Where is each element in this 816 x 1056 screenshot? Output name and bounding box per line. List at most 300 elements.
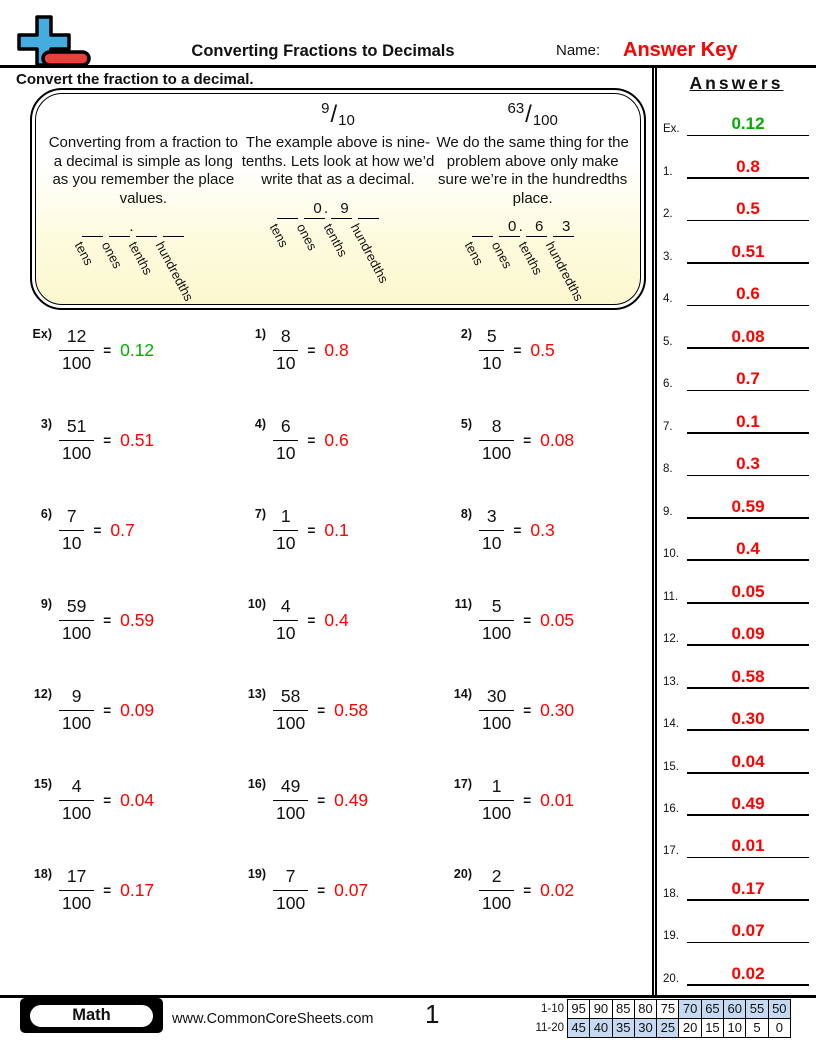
fraction [479, 687, 514, 733]
place-value-cell [461, 218, 499, 269]
fraction-numerator: 1 [491, 776, 502, 797]
answer-row [657, 397, 816, 439]
place-value-blank [163, 236, 184, 237]
answer-blank-line [687, 135, 809, 137]
fraction-denominator: 100 [59, 620, 94, 643]
score-cell: 45 [567, 1018, 590, 1038]
equals-sign: = [523, 702, 532, 718]
answer-row [657, 440, 816, 482]
answer-row [657, 525, 816, 567]
equals-sign: = [307, 522, 316, 538]
problem-number: 6) [40, 507, 52, 521]
problem [228, 395, 434, 485]
answer-value: 0.6 [736, 284, 760, 304]
fraction-numerator: 1 [280, 506, 291, 527]
answer-number: 7. [663, 420, 673, 433]
answer-value: 0.5 [736, 199, 760, 219]
problem [14, 755, 228, 845]
fraction-slash: / [525, 101, 532, 128]
problem-answer: 0.7 [110, 519, 135, 540]
answer-value: 0.01 [731, 836, 765, 856]
place-value-digit: 9 [340, 199, 349, 217]
answer-row [657, 737, 816, 779]
answer-row [657, 142, 816, 184]
fraction [273, 777, 308, 823]
intro-text-2: The example above is nine-tenths. Lets look at how we’d write that as a decimal. [241, 134, 435, 189]
place-value-blank [304, 218, 325, 219]
problem [14, 395, 228, 485]
equals-sign: = [513, 522, 522, 538]
answer-row [657, 270, 816, 312]
score-cell: 50 [768, 999, 791, 1019]
fraction-numerator: 8 [280, 326, 291, 347]
problem-number: 1) [254, 327, 266, 341]
problem-number: 18) [33, 867, 52, 881]
score-cell: 80 [634, 999, 657, 1019]
place-value-blank [358, 218, 379, 219]
fraction-numerator: 58 [280, 686, 301, 707]
fraction-denominator: 100 [273, 890, 308, 913]
answer-blank-line [687, 857, 809, 859]
equals-sign: = [103, 702, 112, 718]
answer-number: 5. [663, 335, 673, 348]
equals-sign: = [317, 882, 326, 898]
answer-value: 0.7 [736, 369, 760, 389]
score-cell: 65 [701, 999, 724, 1019]
place-value-label: ones [99, 239, 126, 272]
problem-answer: 0.30 [540, 699, 575, 720]
place-value-blank [472, 236, 493, 237]
problem-answer: 0.49 [334, 789, 369, 810]
answers-list [657, 100, 816, 992]
answer-blank-line [687, 390, 809, 392]
equals-sign: = [103, 882, 112, 898]
example-numerator: 63 [507, 100, 525, 117]
fraction-numerator: 59 [66, 596, 87, 617]
score-table [528, 999, 791, 1038]
fraction [479, 417, 514, 463]
problem-number: 13) [247, 687, 266, 701]
score-cell: 95 [567, 999, 590, 1019]
problem [14, 485, 228, 575]
place-value-blank [82, 236, 103, 237]
problem-answer: 0.04 [120, 789, 155, 810]
problem-answer: 0.05 [540, 609, 575, 630]
problem-answer: 0.3 [530, 519, 555, 540]
answer-row [657, 652, 816, 694]
answer-value: 0.49 [731, 793, 765, 813]
decimal-point: . [518, 218, 523, 236]
place-value-blank [499, 236, 520, 237]
answer-value: 0.8 [736, 156, 760, 176]
answer-number: 18. [663, 887, 679, 900]
answer-blank-line [687, 602, 809, 604]
fraction [273, 327, 298, 373]
problem-answer: 0.08 [540, 429, 575, 450]
footer [0, 995, 816, 1040]
problem-number: 11) [454, 597, 472, 611]
problem-number: 5) [460, 417, 472, 431]
place-value-digit: 3 [562, 218, 571, 236]
explanation-box-inner [35, 93, 641, 305]
answer-blank-line [687, 899, 809, 901]
problem-answer: 0.59 [120, 609, 155, 630]
fraction-denominator: 100 [59, 710, 94, 733]
equals-sign: = [307, 342, 316, 358]
fraction-denominator: 100 [59, 440, 94, 463]
answer-number: 6. [663, 378, 673, 391]
fraction-denominator: 10 [273, 530, 298, 553]
problem-answer: 0.09 [120, 699, 155, 720]
problem-answer: 0.4 [324, 609, 349, 630]
fraction-numerator: 30 [486, 686, 507, 707]
page-title: Converting Fractions to Decimals [191, 42, 455, 60]
place-value-digit [82, 218, 109, 236]
fraction-numerator: 5 [491, 596, 502, 617]
fraction-numerator: 4 [71, 776, 82, 797]
page-number: 1 [425, 999, 440, 1029]
answer-blank-line [687, 814, 809, 816]
answer-blank-line [687, 644, 809, 646]
answer-row [657, 610, 816, 652]
place-value-digit: 0 [313, 199, 322, 217]
problem [228, 755, 434, 845]
problem-answer: 0.8 [324, 339, 349, 360]
problem-number: 17) [453, 777, 472, 791]
problem [228, 845, 434, 935]
score-cell: 60 [723, 999, 746, 1019]
answer-blank-line [687, 687, 809, 689]
score-row [528, 999, 791, 1019]
place-value-group-2 [266, 199, 392, 286]
place-value-blank [136, 236, 157, 237]
answer-row [657, 949, 816, 991]
score-cell: 85 [612, 999, 635, 1019]
score-cell: 55 [745, 999, 768, 1019]
place-value-digit [163, 218, 190, 236]
problems-grid [14, 305, 640, 935]
fraction-numerator: 49 [280, 776, 301, 797]
equals-sign: = [93, 522, 102, 538]
place-value-cell [320, 199, 358, 260]
score-cell: 90 [589, 999, 612, 1019]
fraction-numerator: 51 [66, 416, 87, 437]
problem [434, 485, 640, 575]
problem-number: 10) [247, 597, 266, 611]
answer-blank-line [687, 347, 809, 349]
fraction-numerator: 5 [486, 326, 497, 347]
problem [14, 845, 228, 935]
problem-answer: 0.58 [334, 699, 369, 720]
answer-value: 0.1 [736, 411, 760, 431]
explanation-box [30, 88, 646, 310]
header [0, 0, 816, 68]
equals-sign: = [103, 432, 112, 448]
problem-number: 14) [453, 687, 472, 701]
fraction [59, 327, 94, 373]
score-cell: 70 [678, 999, 701, 1019]
problem-number: Ex) [32, 327, 52, 341]
answer-number: 15. [663, 760, 679, 773]
place-value-cell [515, 218, 553, 278]
place-value-blank [553, 236, 574, 237]
answer-value: 0.08 [731, 326, 765, 346]
explanation-columns [46, 100, 630, 304]
fraction [273, 687, 308, 733]
decimal-point: . [129, 218, 134, 236]
fraction-denominator: 10 [273, 350, 298, 373]
equals-sign: = [317, 702, 326, 718]
fraction [479, 327, 504, 373]
fraction [59, 777, 94, 823]
instruction-text: Convert the fraction to a decimal. [16, 71, 254, 88]
answer-blank-line [687, 984, 809, 986]
fraction-denominator: 100 [479, 710, 514, 733]
place-value-digit [277, 200, 304, 218]
example-fraction-sixtythree-hundredths [435, 100, 630, 132]
example-denominator: 100 [532, 112, 558, 129]
score-cell: 25 [656, 1018, 679, 1038]
answer-row [657, 185, 816, 227]
answer-number: 10. [663, 548, 679, 561]
fraction [273, 867, 308, 913]
answer-row [657, 312, 816, 354]
problem-answer: 0.1 [324, 519, 349, 540]
answer-blank-line [687, 220, 809, 222]
fraction-denominator: 100 [479, 440, 514, 463]
answer-number: 19. [663, 930, 679, 943]
example-fraction-nine-tenths [241, 100, 436, 132]
place-value-cell [72, 218, 109, 269]
answer-blank-line [687, 305, 809, 307]
answer-blank-line [687, 942, 809, 944]
score-cell: 20 [678, 1018, 701, 1038]
answer-blank-line [687, 729, 809, 731]
answer-row [657, 780, 816, 822]
answer-number: 20. [663, 972, 679, 985]
score-row [528, 1018, 791, 1038]
fraction-denominator: 100 [479, 800, 514, 823]
name-label: Name: [556, 42, 601, 59]
score-cell: 30 [634, 1018, 657, 1038]
score-cell: 15 [701, 1018, 724, 1038]
fraction-denominator: 10 [479, 350, 504, 373]
answer-number: 1. [663, 165, 673, 178]
place-value-cell [126, 218, 163, 278]
intro-column-3 [435, 100, 630, 304]
place-value-digit: 0 [508, 218, 517, 236]
answer-number: 4. [663, 293, 673, 306]
intro-text-3: We do the same thing for the problem above only make sure we’re in the hundredths place. [436, 134, 629, 207]
fraction-numerator: 8 [491, 416, 502, 437]
answer-value: 0.09 [731, 624, 765, 644]
equals-sign: = [103, 612, 112, 628]
website-url: www.CommonCoreSheets.com [172, 1011, 374, 1027]
fraction [59, 417, 94, 463]
answer-number: 12. [663, 633, 679, 646]
place-value-label: hundredths [347, 220, 392, 286]
answer-value: 0.51 [731, 241, 765, 261]
fraction [59, 687, 94, 733]
intro-column-2 [241, 100, 436, 286]
answer-blank-line [687, 432, 809, 434]
answer-number: 16. [663, 802, 679, 815]
fraction-denominator: 10 [273, 440, 298, 463]
answers-heading: Answers [689, 73, 784, 93]
score-cell: 0 [768, 1018, 791, 1038]
answer-number: 3. [663, 250, 673, 263]
subject-badge [20, 998, 163, 1033]
problem-number: 3) [40, 417, 52, 431]
problem-answer: 0.02 [540, 879, 575, 900]
problem [434, 305, 640, 395]
example-fraction-slot [46, 100, 241, 132]
answer-value: 0.12 [731, 114, 765, 134]
answer-number: 9. [663, 505, 673, 518]
answer-row [657, 482, 816, 524]
fraction-denominator: 100 [479, 620, 514, 643]
fraction [59, 597, 94, 643]
problem [228, 575, 434, 665]
problem [434, 755, 640, 845]
fraction-denominator: 100 [59, 890, 94, 913]
problem-number: 2) [460, 327, 472, 341]
place-value-blank [277, 218, 298, 219]
score-cell: 35 [612, 1018, 635, 1038]
answer-blank-line [687, 772, 809, 774]
problem-number: 8) [460, 507, 472, 521]
answer-blank-line [687, 262, 809, 264]
answer-value: 0.58 [731, 666, 765, 686]
problem-number: 15) [33, 777, 52, 791]
fraction-denominator: 10 [273, 620, 298, 643]
fraction-denominator: 100 [59, 350, 94, 373]
answer-blank-line [687, 559, 809, 561]
fraction-denominator: 100 [59, 800, 94, 823]
problem-answer: 0.12 [120, 339, 155, 360]
answer-number: 2. [663, 208, 673, 221]
fraction [273, 417, 298, 463]
fraction [59, 507, 84, 553]
answer-value: 0.02 [731, 963, 765, 983]
intro-text-1: Converting from a fraction to a decimal is simple as long as you remember the place values. [48, 134, 238, 207]
fraction [273, 597, 298, 643]
problem-number: 9) [40, 597, 52, 611]
problem [14, 575, 228, 665]
answer-value: 0.04 [731, 751, 765, 771]
equals-sign: = [523, 432, 532, 448]
problem-answer: 0.01 [540, 789, 575, 810]
fraction-denominator: 100 [479, 890, 514, 913]
fraction [479, 777, 514, 823]
place-value-blank [526, 236, 547, 237]
answer-value: 0.17 [731, 878, 765, 898]
problem-answer: 0.17 [120, 879, 155, 900]
fraction-numerator: 2 [491, 866, 502, 887]
problem [14, 665, 228, 755]
answer-blank-line [687, 475, 809, 477]
place-value-cell [266, 200, 304, 250]
equals-sign: = [307, 612, 316, 628]
fraction-numerator: 4 [280, 596, 291, 617]
answer-row [657, 864, 816, 906]
place-value-digit [472, 218, 499, 236]
place-value-label: tenths [515, 239, 546, 278]
answer-row [657, 227, 816, 269]
fraction-numerator: 9 [71, 686, 82, 707]
main-area [0, 68, 652, 995]
answer-row [657, 567, 816, 609]
place-value-cell [347, 200, 392, 286]
fraction-numerator: 17 [66, 866, 87, 887]
fraction [479, 597, 514, 643]
problem [434, 665, 640, 755]
equals-sign: = [307, 432, 316, 448]
problem [228, 665, 434, 755]
problem-number: 16) [247, 777, 266, 791]
answer-number: 17. [663, 845, 679, 858]
answer-number: 13. [663, 675, 679, 688]
place-value-label: hundredths [542, 239, 587, 304]
place-value-digit: 6 [535, 218, 544, 236]
answer-value: 0.59 [731, 496, 765, 516]
fraction-slash: / [330, 101, 338, 128]
place-value-label: tens [266, 220, 292, 250]
place-value-label: tens [72, 239, 97, 269]
answer-row [657, 100, 816, 142]
problem [434, 395, 640, 485]
example-numerator: 9 [321, 100, 330, 117]
answer-row [657, 907, 816, 949]
answer-row [657, 695, 816, 737]
place-value-cell [153, 218, 197, 304]
place-value-label: tenths [320, 220, 351, 260]
problem-answer: 0.6 [324, 429, 349, 450]
equals-sign: = [103, 792, 112, 808]
equals-sign: = [103, 342, 112, 358]
fraction-denominator: 10 [59, 530, 84, 553]
problem-number: 19) [247, 867, 266, 881]
answer-number: 8. [663, 463, 673, 476]
answer-blank-line [687, 177, 809, 179]
place-value-digit [136, 218, 163, 236]
equals-sign: = [317, 792, 326, 808]
place-value-blank [331, 218, 352, 219]
problem [14, 305, 228, 395]
answer-row [657, 822, 816, 864]
fraction [273, 507, 298, 553]
problem-answer: 0.51 [120, 429, 155, 450]
fraction [479, 867, 514, 913]
place-value-blank [109, 236, 130, 237]
problem [228, 305, 434, 395]
problem-number: 4) [254, 417, 266, 431]
equals-sign: = [523, 792, 532, 808]
problem [434, 845, 640, 935]
intro-column-1 [46, 100, 241, 304]
score-cell: 40 [589, 1018, 612, 1038]
answer-number: Ex. [663, 123, 680, 136]
answer-blank-line [687, 517, 809, 519]
answer-value: 0.4 [736, 539, 760, 559]
equals-sign: = [523, 612, 532, 628]
problem [228, 485, 434, 575]
problem-number: 12) [33, 687, 52, 701]
answer-value: 0.3 [736, 454, 760, 474]
place-value-label: ones [488, 239, 515, 272]
fraction-denominator: 10 [479, 530, 504, 553]
fraction [59, 867, 94, 913]
